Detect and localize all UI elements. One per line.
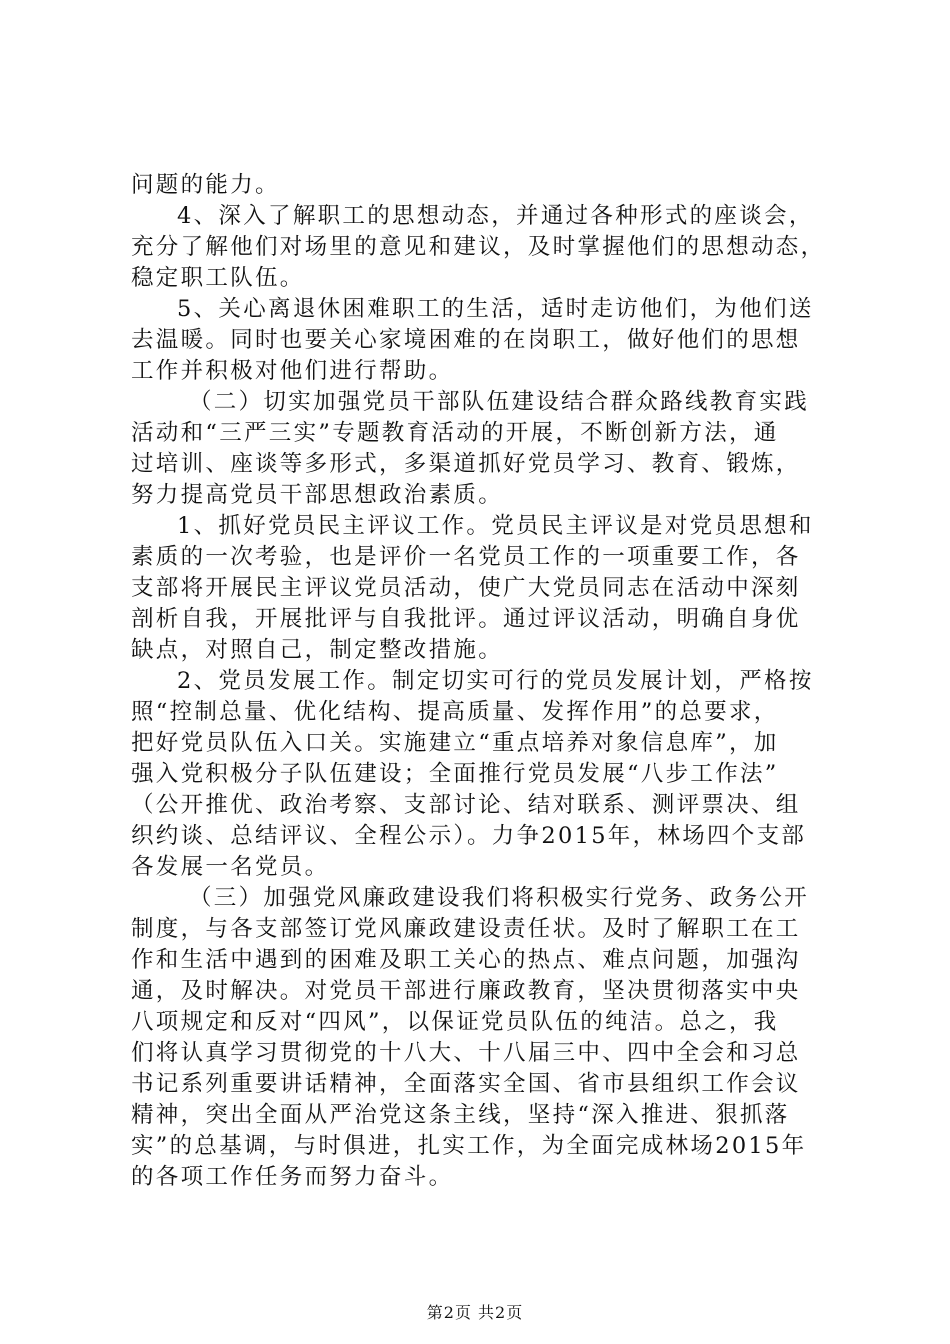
text-line: 努力提高党员干部思想政治素质。 — [131, 482, 504, 508]
text-line: 活动和“三严三实”专题教育活动的开展，不断创新方法，通 — [131, 420, 779, 446]
text-line: 照“控制总量、优化结构、提高质量、发挥作用”的总要求， — [131, 699, 779, 725]
text-line: 强入党积极分子队伍建设；全面推行党员发展“八步工作法” — [131, 761, 779, 787]
page-number-footer: 第2页 共2页 — [426, 1303, 524, 1322]
text-line: 5、关心离退休困难职工的生活，适时走访他们，为他们送 — [177, 296, 814, 322]
text-line: 工作并积极对他们进行帮助。 — [131, 358, 454, 384]
text-line: 充分了解他们对场里的意见和建议，及时掌握他们的思想动态， — [131, 234, 826, 260]
text-line: 4、深入了解职工的思想动态，并通过各种形式的座谈会， — [177, 203, 814, 229]
text-line: 剖析自我，开展批评与自我批评。通过评议活动，明确自身优 — [131, 606, 801, 632]
text-line: 把好党员队伍入口关。实施建立“重点培养对象信息库”，加 — [131, 730, 779, 756]
text-line: 通，及时解决。对党员干部进行廉政教育，坚决贯彻落实中央 — [131, 978, 801, 1004]
text-line: 缺点，对照自己，制定整改措施。 — [131, 637, 504, 663]
text-line: 1、抓好党员民主评议工作。党员民主评议是对党员思想和 — [177, 513, 814, 539]
text-line: 稳定职工队伍。 — [131, 265, 305, 291]
text-line: 2、党员发展工作。制定切实可行的党员发展计划，严格按 — [177, 668, 814, 694]
text-line: （公开推优、政治考察、支部讨论、结对联系、测评票决、组 — [131, 792, 801, 818]
document-body — [131, 170, 827, 1193]
text-line: 们将认真学习贯彻党的十八大、十八届三中、四中全会和习总 — [131, 1040, 801, 1066]
text-line: 支部将开展民主评议党员活动，使广大党员同志在活动中深刻 — [131, 575, 801, 601]
text-line: 织约谈、总结评议、全程公示）。力争2015年，林场四个支部 — [131, 823, 807, 849]
text-line: 作和生活中遇到的困难及职工关心的热点、难点问题，加强沟 — [131, 947, 801, 973]
text-line: 实”的总基调，与时俱进，扎实工作，为全面完成林场2015年 — [131, 1133, 807, 1159]
text-line: 八项规定和反对“四风”，以保证党员队伍的纯洁。总之，我 — [131, 1009, 779, 1035]
text-line: 素质的一次考验，也是评价一名党员工作的一项重要工作，各 — [131, 544, 801, 570]
section-heading: （三）加强党风廉政建设我们将积极实行党务、政务公开 — [189, 885, 810, 911]
text-line: 书记系列重要讲话精神，全面落实全国、省市县组织工作会议 — [131, 1071, 801, 1097]
text-line: 精神，突出全面从严治党这条主线，坚持“深入推进、狠抓落 — [131, 1102, 790, 1128]
text-line: 各发展一名党员。 — [131, 854, 330, 880]
text-line: 问题的能力。 — [131, 172, 280, 198]
text-line: 制度，与各支部签订党风廉政建设责任状。及时了解职工在工 — [131, 916, 801, 942]
section-heading: （二）切实加强党员干部队伍建设结合群众路线教育实践 — [189, 389, 810, 415]
text-line: 去温暖。同时也要关心家境困难的在岗职工，做好他们的思想 — [131, 327, 801, 353]
text-line: 过培训、座谈等多形式，多渠道抓好党员学习、教育、锻炼， — [131, 451, 801, 477]
text-line: 的各项工作任务而努力奋斗。 — [131, 1164, 454, 1190]
